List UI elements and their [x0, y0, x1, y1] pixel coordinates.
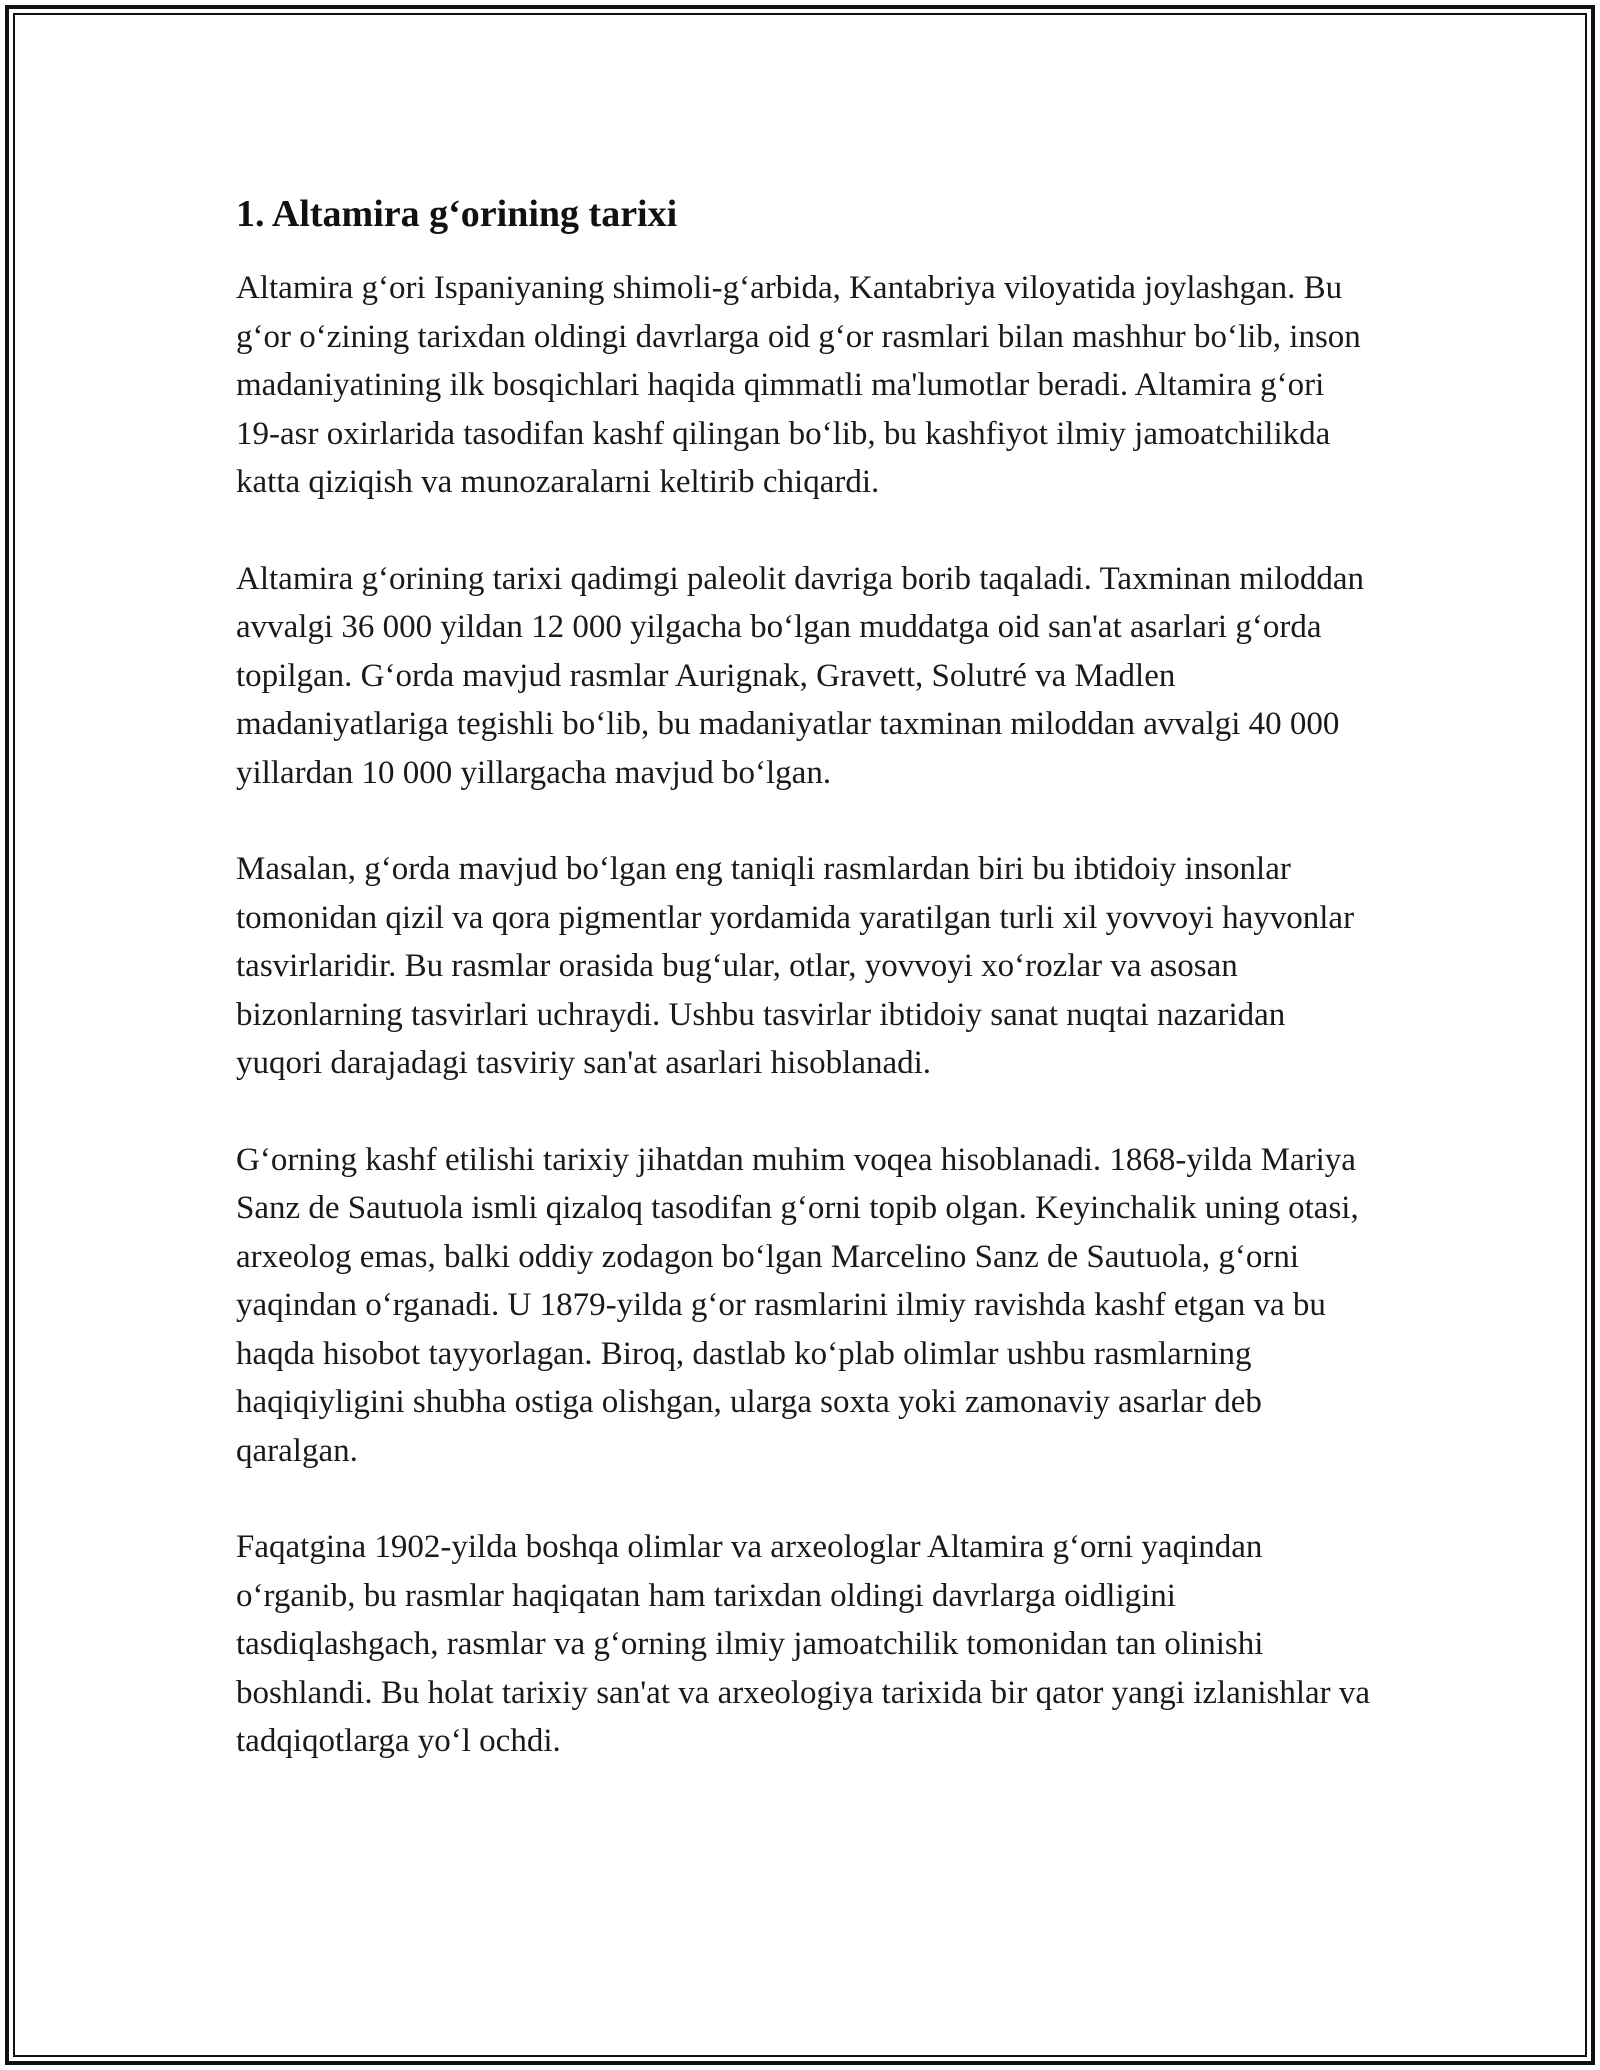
paragraph-cave-paintings: Masalan, g‘orda mavjud bo‘lgan eng taniqli rasmlardan biri bu ibtidoiy insonlar tomonidan qizil va qora pigmentlar yordamida yaratilgan turli xil yovvoyi hayvonlar tasvirlaridir. Bu rasmlar orasida bug‘ular, otlar, yovvoyi xo‘rozlar va asosan bizonlarning tasvirlari uchraydi. Ushbu tasvirlar ibtidoiy sanat nuqtai nazaridan yuqori darajadagi tasviriy san'at asarlari hisoblanadi.: [236, 851, 1355, 1081]
document-body: [236, 182, 1376, 1766]
section-heading: 1. Altamira g‘orining tarixi: [236, 193, 678, 235]
paragraph-discovery: G‘orning kashf etilishi tarixiy jihatdan muhim voqea hisoblanadi. 1868-yilda Mariya Sanz de Sautuola ismli qizaloq tasodifan g‘orni topib olgan. Keyinchalik uning otasi, arxeolog emas, balki oddiy zodagon bo‘lgan Marcelino Sanz de Sautuola, g‘orni yaqindan o‘rganadi. U 1879-yilda g‘or rasmlarini ilmiy ravishda kashf etgan va bu haqda hisobot tayyorlagan. Biroq, dastlab ko‘plab olimlar ushbu rasmlarning haqiqiyligini shubha ostiga olishgan, ularga soxta yoki zamonaviy asarlar deb qaralgan.: [236, 1141, 1359, 1469]
paragraph-paleolithic-history: Altamira g‘orining tarixi qadimgi paleolit davriga borib taqaladi. Taxminan miloddan avvalgi 36 000 yildan 12 000 yilgacha bo‘lgan muddatga oid san'at asarlari g‘orda topilgan. G‘orda mavjud rasmlar Aurignak, Gravett, Solutré va Madlen madaniyatlariga tegishli bo‘lib, bu madaniyatlar taxminan miloddan avvalgi 40 000 yillardan 10 000 yillargacha mavjud bo‘lgan.: [236, 560, 1364, 791]
paragraph-recognition: Faqatgina 1902-yilda boshqa olimlar va arxeologlar Altamira g‘orni yaqindan o‘rganib, bu rasmlar haqiqatan ham tarixdan oldingi davrlarga oidligini tasdiqlashgach, rasmlar va g‘orning ilmiy jamoatchilik tomonidan tan olinishi boshlandi. Bu holat tarixiy san'at va arxeologiya tarixida bir qator yangi izlanishlar va tadqiqotlarga yo‘l ochdi.: [236, 1529, 1371, 1759]
paragraph-location: Altamira g‘ori Ispaniyaning shimoli-g‘arbida, Kantabriya viloyatida joylashgan. Bu g‘or o‘zining tarixdan oldingi davrlarga oid g‘or rasmlari bilan mashhur bo‘lib, inson madaniyatining ilk bosqichlari haqida qimmatli ma'lumotlar beradi. Altamira g‘ori 19-asr oxirlarida tasodifan kashf qilingan bo‘lib, bu kashfiyot ilmiy jamoatchilikda katta qiziqish va munozaralarni keltirib chiqardi.: [236, 270, 1361, 500]
